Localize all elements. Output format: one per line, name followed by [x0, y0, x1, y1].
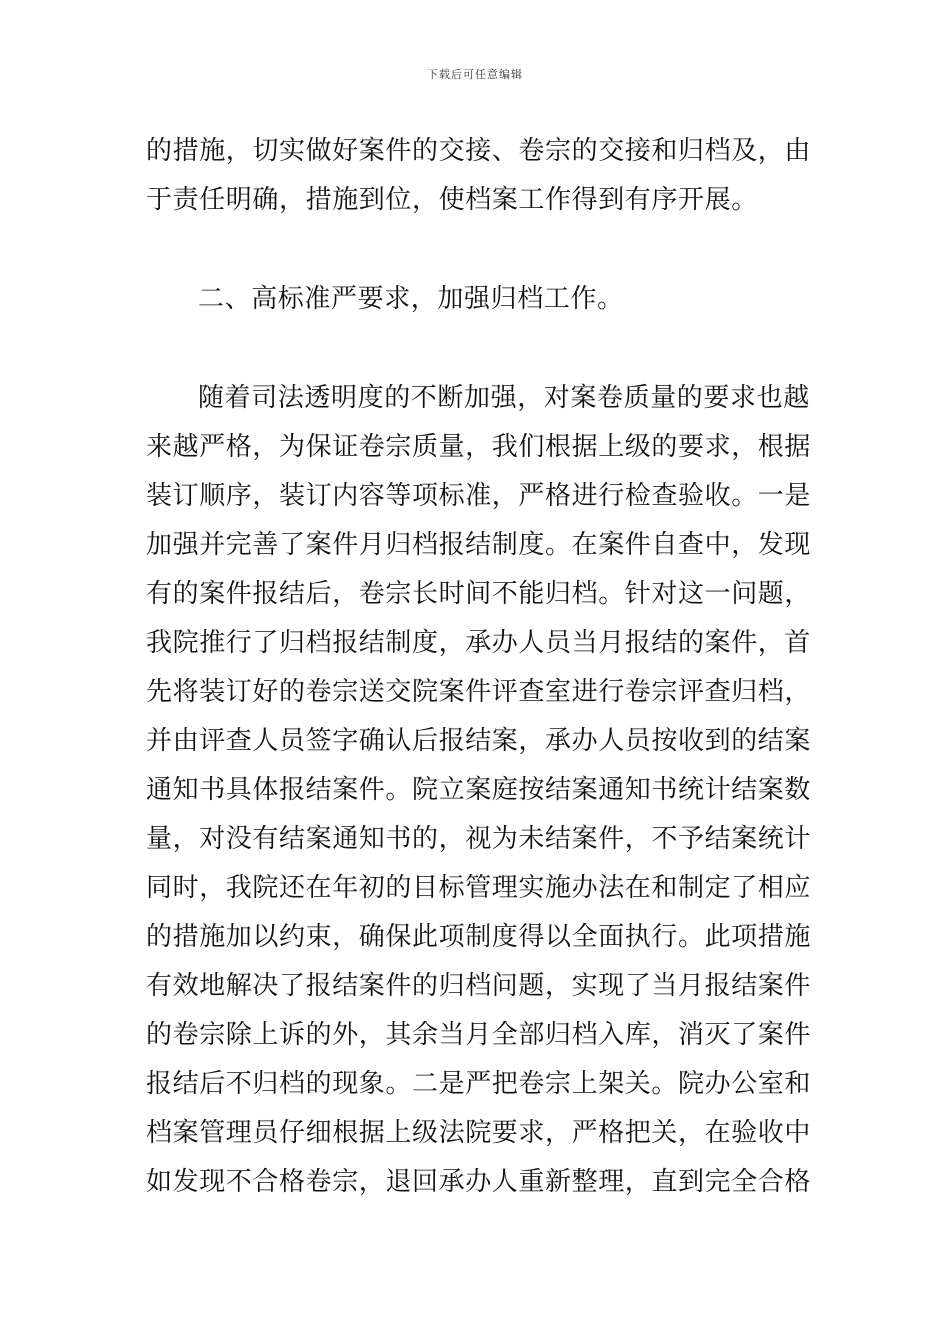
text-line: 的措施，切实做好案件的交接、卷宗的交接和归档及，由	[146, 136, 812, 166]
text-line: 的卷宗除上诉的外，其余当月全部归档入库，消灭了案件	[146, 1020, 812, 1050]
text-line: 档案管理员仔细根据上级法院要求，严格把关，在验收中	[146, 1118, 812, 1148]
text-line: 来越严格，为保证卷宗质量，我们根据上级的要求，根据	[146, 432, 812, 462]
text-line: 先将装订好的卷宗送交院案件评查室进行卷宗评查归档，	[146, 677, 812, 707]
text-line: 有效地解决了报结案件的归档问题，实现了当月报结案件	[146, 971, 812, 1001]
text-line: 如发现不合格卷宗，退回承办人重新整理，直到完全合格	[146, 1167, 812, 1197]
text-line: 同时，我院还在年初的目标管理实施办法在和制定了相应	[146, 873, 812, 903]
text-line: 装订顺序，装订内容等项标准，严格进行检查验收。一是	[146, 481, 812, 511]
text-line: 的措施加以约束，确保此项制度得以全面执行。此项措施	[146, 922, 812, 952]
text-line: 报结后不归档的现象。二是严把卷宗上架关。院办公室和	[146, 1069, 812, 1099]
text-line: 随着司法透明度的不断加强，对案卷质量的要求也越	[198, 383, 810, 413]
section-heading	[146, 275, 808, 324]
text-line: 于责任明确，措施到位，使档案工作得到有序开展。	[146, 185, 758, 215]
section-heading-text: 二、高标准严要求，加强归档工作。	[198, 284, 624, 314]
paragraph-3	[146, 374, 812, 1207]
text-line: 我院推行了归档报结制度，承办人员当月报结的案件，首	[146, 628, 812, 658]
text-line: 通知书具体报结案件。院立案庭按结案通知书统计结案数	[146, 775, 812, 805]
header-note: 下载后可任意编辑	[427, 68, 523, 81]
text-line: 有的案件报结后，卷宗长时间不能归档。针对这一问题，	[146, 579, 812, 609]
text-line: 加强并完善了案件月归档报结制度。在案件自查中，发现	[146, 530, 812, 560]
text-line: 量，对没有结案通知书的，视为未结案件，不予结案统计	[146, 824, 812, 854]
paragraph-1	[146, 127, 812, 225]
text-line: 并由评查人员签字确认后报结案，承办人员按收到的结案	[146, 726, 812, 756]
